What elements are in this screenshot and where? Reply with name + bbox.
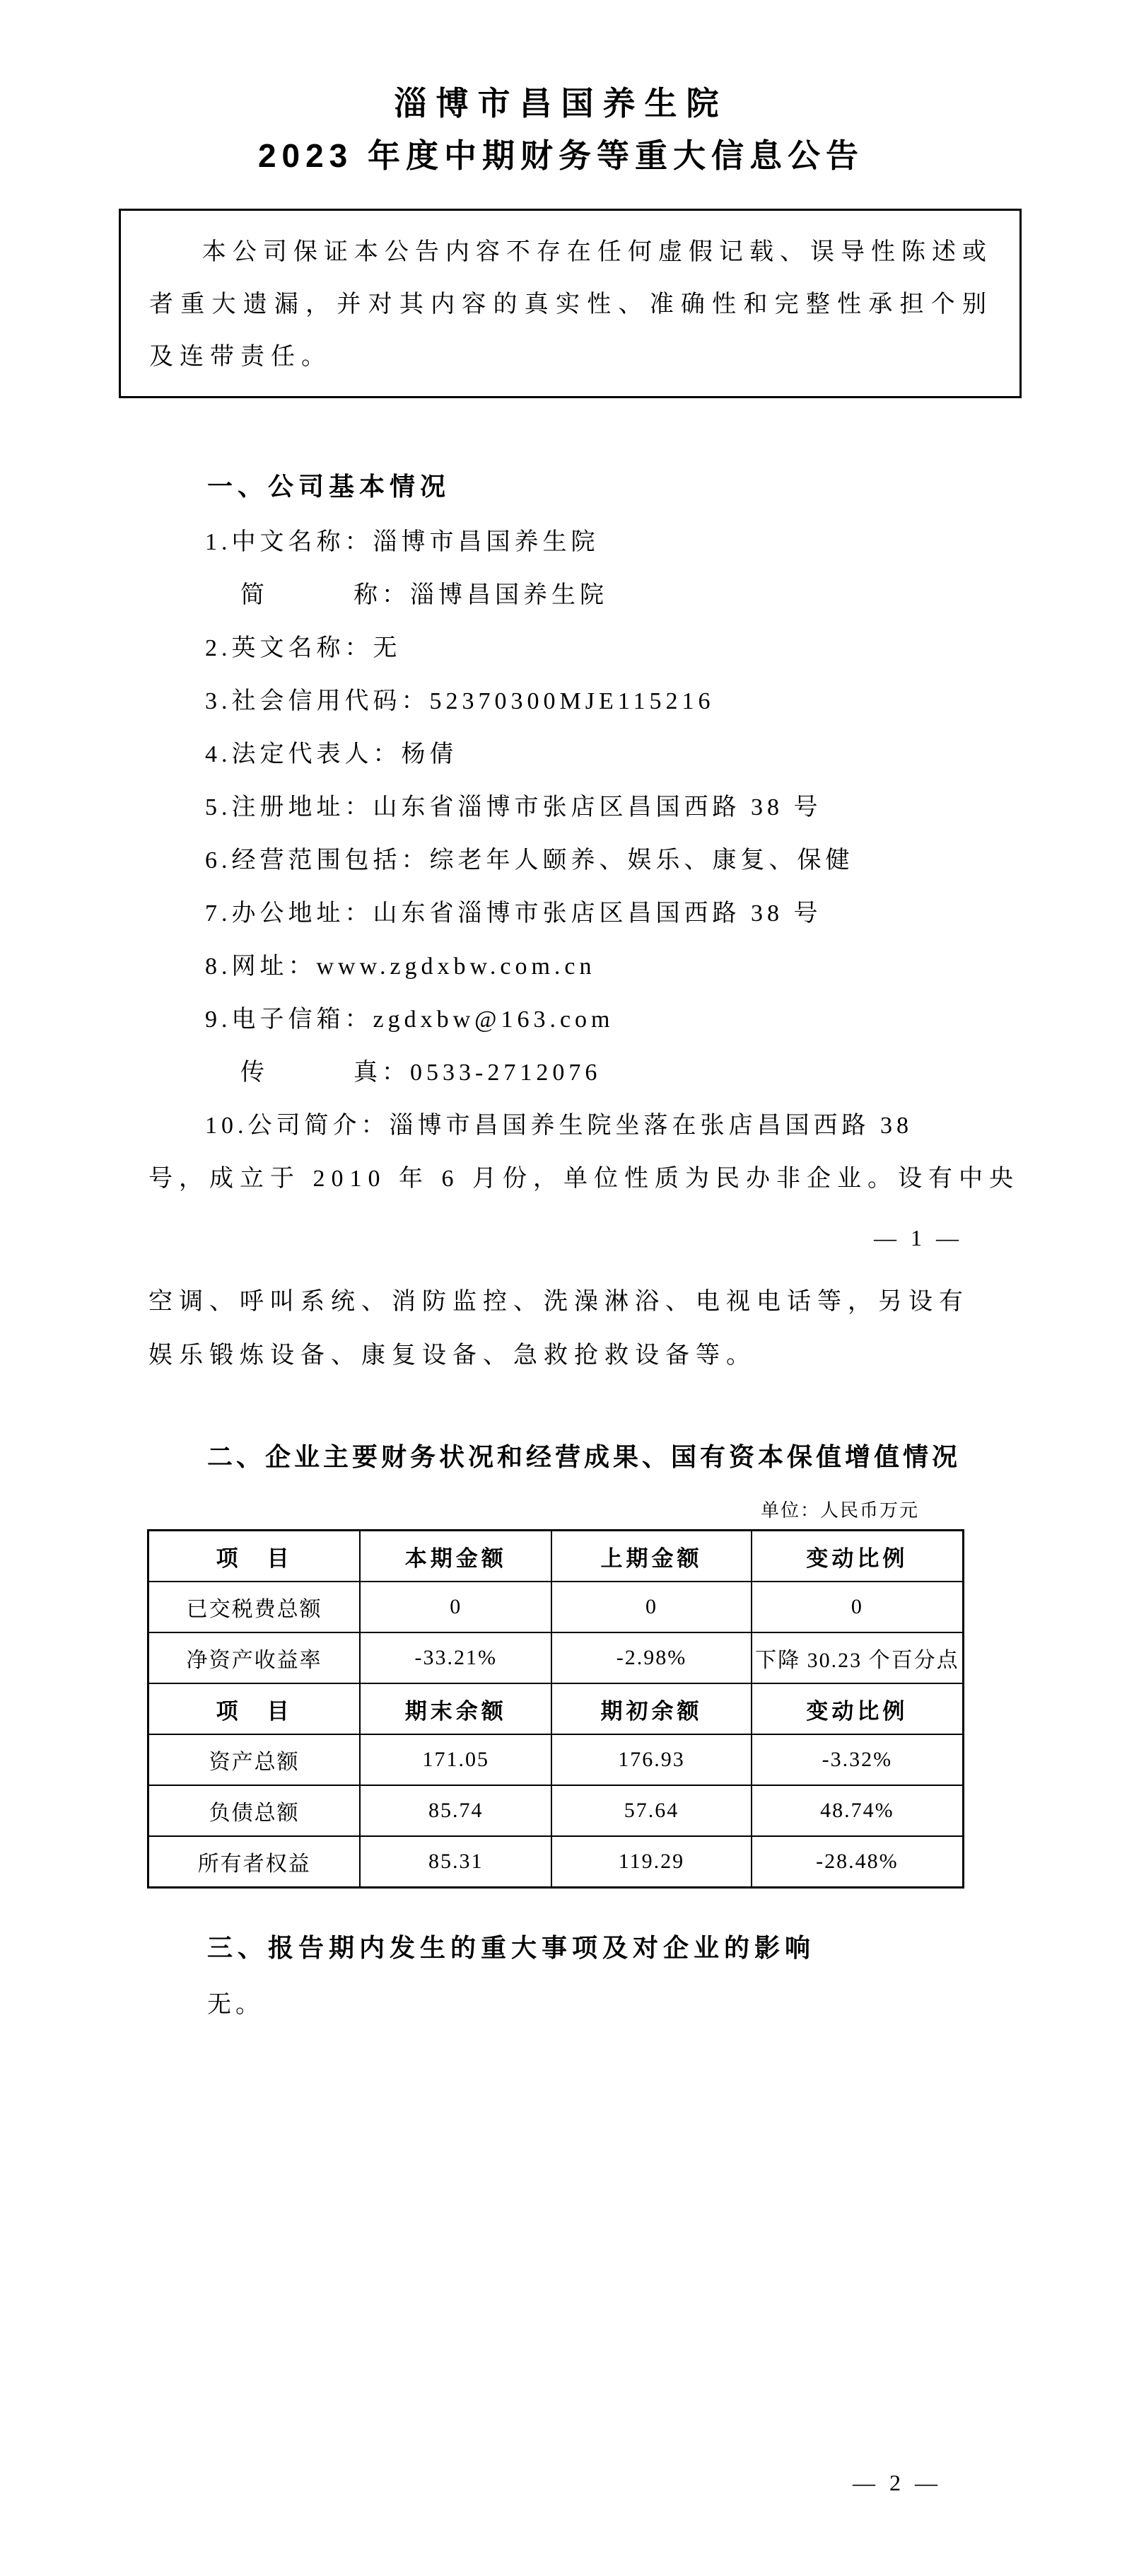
section2-heading: 二、企业主要财务状况和经营成果、国有资本保值增值情况 xyxy=(207,1442,962,1471)
table-row xyxy=(148,1785,964,1836)
page1-marker: — 1 — xyxy=(874,1225,963,1251)
info-line-profile-wrap1: 号，成立于 2010 年 6 月份，单位性质为民办非企业。设有中央 xyxy=(148,1166,1019,1192)
info-line-profile-wrap2: 空调、呼叫系统、消防监控、洗澡淋浴、电视电话等，另设有 xyxy=(148,1289,969,1315)
info-line-office-address: 7.办公地址：山东省淄博市张店区昌国西路 38 号 xyxy=(205,900,822,927)
unit-note: 单位：人民币万元 xyxy=(760,1500,919,1521)
table-cell: 变动比例 xyxy=(752,1531,964,1582)
info-line-legal-rep: 4.法定代表人：杨倩 xyxy=(205,741,458,767)
table-cell: 项 目 xyxy=(148,1683,361,1734)
table-cell: 下降 30.23 个百分点 xyxy=(752,1632,964,1683)
info-line-fax: 传 真：0533-2712076 xyxy=(240,1060,602,1086)
section3-content: 无。 xyxy=(207,1992,264,2018)
table-cell: 变动比例 xyxy=(752,1683,964,1734)
table-cell: 0 xyxy=(360,1582,551,1632)
document-title-line2: 2023 年度中期财务等重大信息公告 xyxy=(257,137,865,174)
table-cell: -3.32% xyxy=(752,1734,964,1785)
table-cell: -2.98% xyxy=(551,1632,751,1683)
info-line-credit-code: 3.社会信用代码：52370300MJE115216 xyxy=(205,688,715,714)
section1-heading: 一、公司基本情况 xyxy=(207,472,451,501)
table-row xyxy=(148,1582,964,1632)
table-cell: 57.64 xyxy=(551,1785,751,1836)
table-cell: 0 xyxy=(551,1582,751,1632)
info-line-business-scope: 6.经营范围包括：综老年人颐养、娱乐、康复、保健 xyxy=(205,847,854,874)
table-cell: 171.05 xyxy=(360,1734,551,1785)
info-line-english-name: 2.英文名称：无 xyxy=(205,635,402,661)
info-line-short-name: 简 称：淄博昌国养生院 xyxy=(240,582,608,608)
table-cell: 净资产收益率 xyxy=(148,1632,361,1683)
table-cell: 期末余额 xyxy=(360,1683,551,1734)
table-header-row xyxy=(148,1683,964,1734)
financial-table xyxy=(147,1529,964,1889)
table-cell: 176.93 xyxy=(551,1734,751,1785)
table-cell: 期初余额 xyxy=(551,1683,751,1734)
table-cell: 85.31 xyxy=(360,1836,551,1888)
table-row xyxy=(148,1632,964,1683)
table-cell: 本期金额 xyxy=(360,1531,551,1582)
info-line-email: 9.电子信箱：zgdxbw@163.com xyxy=(205,1006,614,1033)
table-cell: 上期金额 xyxy=(551,1531,751,1582)
info-line-profile: 10.公司简介：淄博市昌国养生院坐落在张店昌国西路 38 xyxy=(205,1113,913,1139)
table-cell: 已交税费总额 xyxy=(148,1582,361,1632)
disclaimer-text: 本公司保证本公告内容不存在任何虚假记载、误导性陈述或者重大遗漏，并对其内容的真实性、准确性和完整性承担个别及连带责任。 xyxy=(149,239,993,370)
table-cell: -28.48% xyxy=(752,1836,964,1888)
table-cell: -33.21% xyxy=(360,1632,551,1683)
table-cell: 0 xyxy=(752,1582,964,1632)
info-line-chinese-name: 1.中文名称：淄博市昌国养生院 xyxy=(205,529,600,555)
table-cell: 负债总额 xyxy=(148,1785,361,1836)
table-cell: 85.74 xyxy=(360,1785,551,1836)
table-row xyxy=(148,1734,964,1785)
table-row xyxy=(148,1836,964,1888)
info-line-reg-address: 5.注册地址：山东省淄博市张店区昌国西路 38 号 xyxy=(205,794,822,820)
table-header-row xyxy=(148,1531,964,1582)
table-cell: 项 目 xyxy=(148,1531,361,1582)
table-cell: 48.74% xyxy=(752,1785,964,1836)
table-cell: 资产总额 xyxy=(148,1734,361,1785)
document-title-line1: 淄博市昌国养生院 xyxy=(394,85,728,122)
info-line-website: 8.网址：www.zgdxbw.com.cn xyxy=(205,953,596,980)
info-line-profile-wrap3: 娱乐锻炼设备、康复设备、急救抢救设备等。 xyxy=(148,1342,756,1369)
page2-marker: — 2 — xyxy=(853,2470,942,2495)
table-cell: 119.29 xyxy=(551,1836,751,1888)
disclaimer-box xyxy=(119,209,1022,398)
table-cell: 所有者权益 xyxy=(148,1836,361,1888)
section3-heading: 三、报告期内发生的重大事项及对企业的影响 xyxy=(207,1933,816,1962)
